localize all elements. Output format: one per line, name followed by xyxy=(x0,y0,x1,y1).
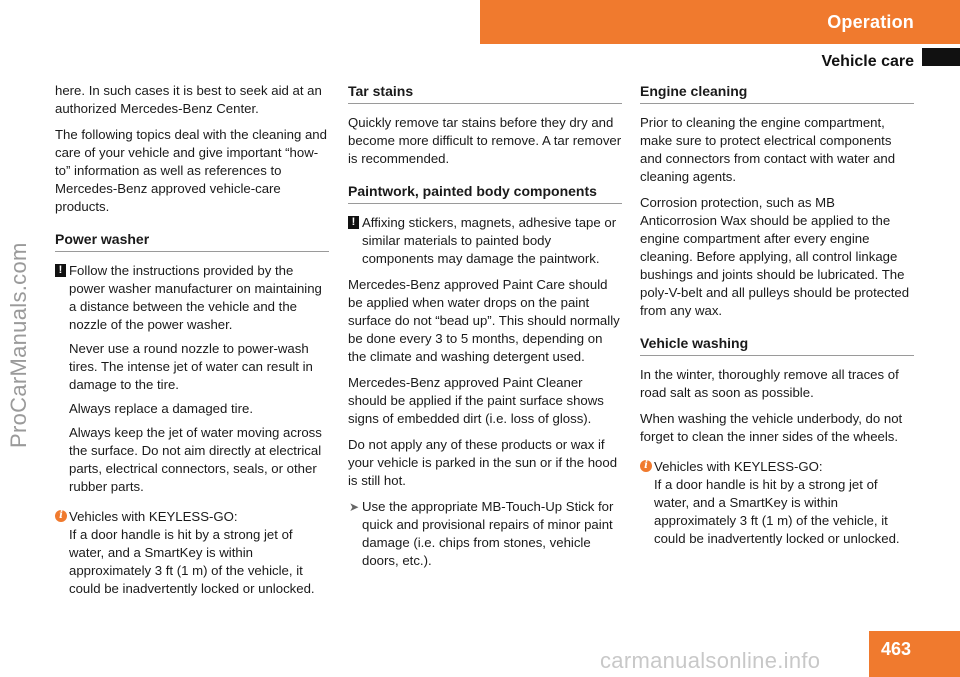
info-icon: i xyxy=(640,460,652,472)
info-title: Vehicles with KEYLESS-GO: xyxy=(69,509,238,524)
caution-icon: ! xyxy=(55,264,66,277)
info-note xyxy=(55,508,329,598)
caution-note xyxy=(55,262,329,496)
step-text: Use the appropriate MB-Touch-Up Stick for quick and provisional repairs of minor paint damage (i.e. chips from stones, vehicle doors, etc.). xyxy=(362,499,614,568)
paragraph: Mercedes-Benz approved Paint Cleaner should be applied if the paint surface shows signs of embedded dirt (i.e. loss of gloss). xyxy=(348,375,604,426)
note-text: Follow the instructions provided by the power washer manufacturer on maintaining a distance between the vehicle and the nozzle of the power washer. xyxy=(69,263,322,332)
paragraph: The following topics deal with the cleaning and care of your vehicle and give important “how-to” information as well as references to Mercedes-Benz approved vehicle-care products. xyxy=(55,127,327,214)
section-heading-engine-cleaning: Engine cleaning xyxy=(640,82,914,104)
instruction-step xyxy=(348,498,622,570)
caution-icon: ! xyxy=(348,216,359,229)
section-title: Operation xyxy=(827,12,914,32)
footer-watermark: carmanualsonline.info xyxy=(600,648,821,673)
note-text: Never use a round nozzle to power-wash tires. The intense jet of water can result in damage to the tire. xyxy=(69,341,313,392)
paragraph: Corrosion protection, such as MB Anticorrosion Wax should be applied to the engine compartment after every engine cleaning. Before applying, all control linkage bushings and joints should be lubricated. The poly-V-belt and all pulleys should be protected from any wax. xyxy=(640,195,910,318)
info-note xyxy=(640,458,914,548)
section-heading-tar-stains: Tar stains xyxy=(348,82,622,104)
note-text: Always keep the jet of water moving across the surface. Do not aim directly at electrical parts, electrical connectors, seals, or other rubber parts. xyxy=(69,425,322,494)
info-text: If a door handle is hit by a strong jet of water, and a SmartKey is within approximately 3 ft (1 m) of the vehicle, it could be inadvertently locked or unlocked. xyxy=(69,527,315,596)
section-heading-paintwork: Paintwork, painted body components xyxy=(348,182,622,204)
header-marker-block xyxy=(922,48,960,66)
column-1 xyxy=(55,82,329,606)
paragraph: Prior to cleaning the engine compartment, make sure to protect electrical components and connectors from contact with water and cleaning agents. xyxy=(640,115,896,184)
note-text: Affixing stickers, magnets, adhesive tape or similar materials to painted body components may damage the paintwork. xyxy=(362,215,617,266)
column-2 xyxy=(348,82,622,578)
info-icon: i xyxy=(55,510,67,522)
caution-note xyxy=(348,214,622,268)
column-3 xyxy=(640,82,914,556)
page-number: 463 xyxy=(881,639,912,659)
section-heading-power-washer: Power washer xyxy=(55,230,329,252)
note-text: Always replace a damaged tire. xyxy=(69,401,253,416)
section-heading-vehicle-washing: Vehicle washing xyxy=(640,334,914,356)
step-arrow-icon: ➤ xyxy=(349,500,360,514)
info-title: Vehicles with KEYLESS-GO: xyxy=(654,459,823,474)
paragraph: here. In such cases it is best to seek aid at an authorized Mercedes-Benz Center. xyxy=(55,83,322,116)
side-watermark: ProCarManuals.com xyxy=(6,242,31,448)
paragraph: Do not apply any of these products or wax if your vehicle is parked in the sun or if the hood is still hot. xyxy=(348,437,618,488)
paragraph: In the winter, thoroughly remove all traces of road salt as soon as possible. xyxy=(640,367,899,400)
paragraph: Mercedes-Benz approved Paint Care should be applied when water drops on the paint surface do not “bead up”. This should normally be done every 3 to 5 months, depending on the climate and washing detergent used. xyxy=(348,277,620,364)
paragraph: Quickly remove tar stains before they dry and become more difficult to remove. A tar remover is recommended. xyxy=(348,115,622,166)
info-text: If a door handle is hit by a strong jet of water, and a SmartKey is within approximately 3 ft (1 m) of the vehicle, it could be inadvertently locked or unlocked. xyxy=(654,477,900,546)
paragraph: When washing the vehicle underbody, do not forget to clean the inner sides of the wheels. xyxy=(640,411,903,444)
subsection-title: Vehicle care xyxy=(821,53,914,70)
